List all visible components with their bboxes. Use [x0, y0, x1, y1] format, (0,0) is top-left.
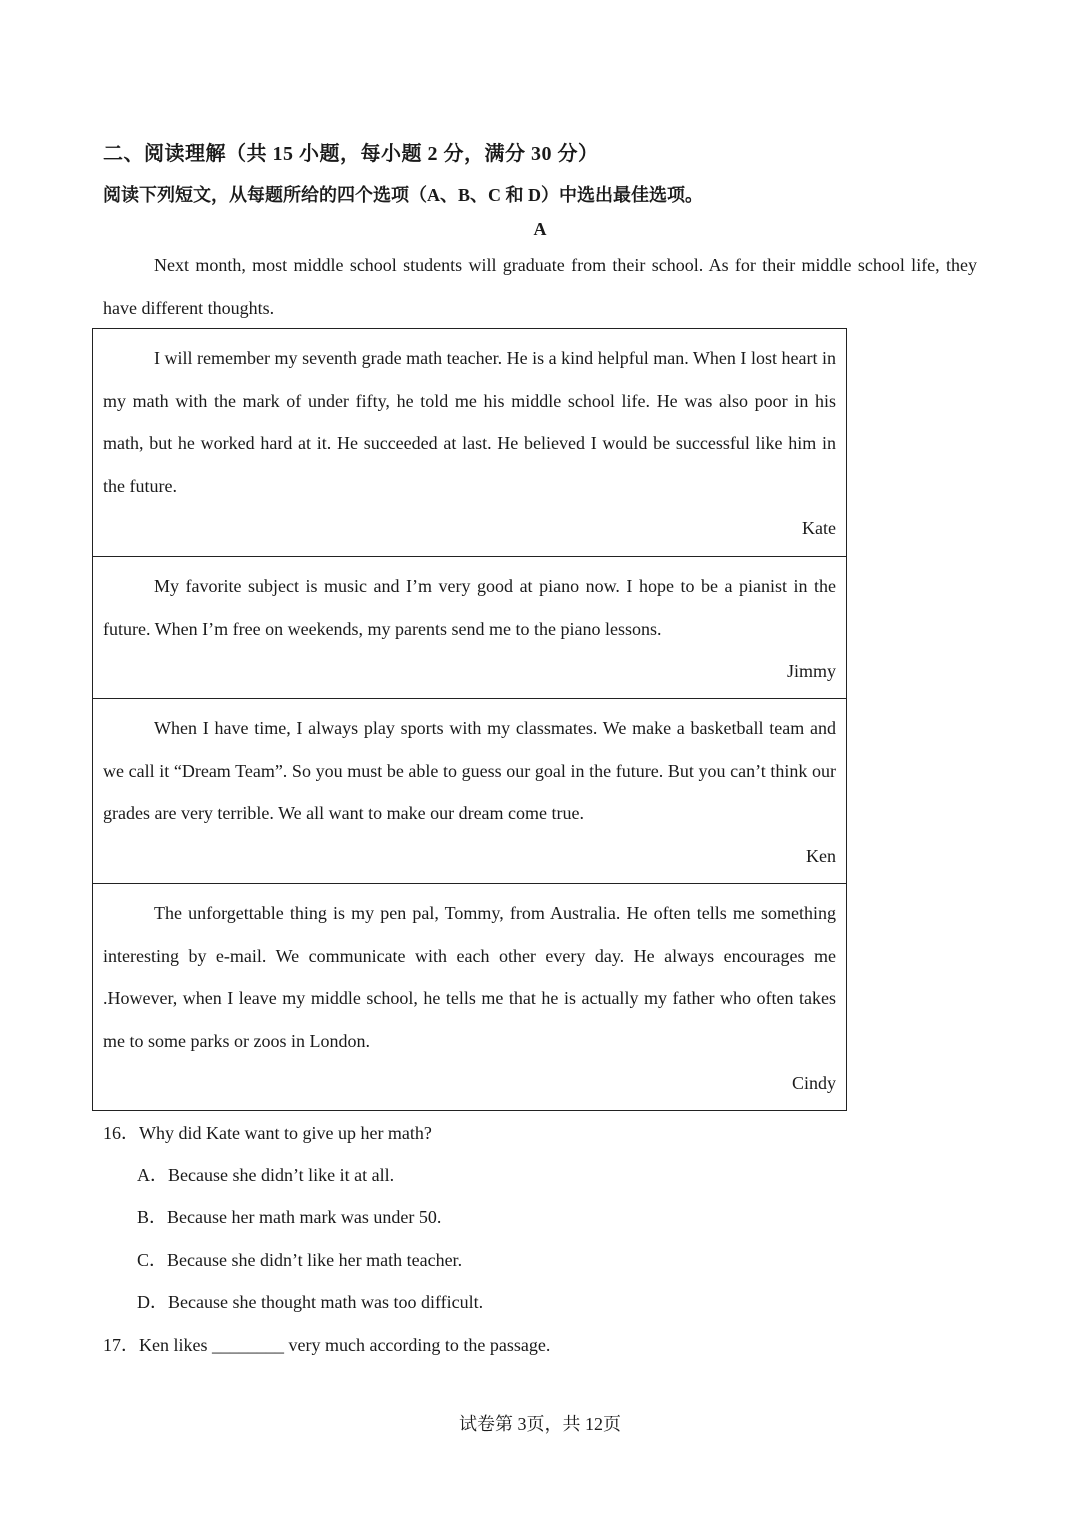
- passage-box-author: Kate: [802, 518, 836, 538]
- passage-box-jimmy: [93, 557, 846, 699]
- question-17-stem: 17．Ken likes ________ very much according to the passage.: [103, 1335, 551, 1355]
- question-16-option-a: A．Because she didn’t like it at all.: [137, 1165, 395, 1185]
- question-16-stem: 16．Why did Kate want to give up her math?: [103, 1123, 432, 1143]
- passage-box-text: I will remember my seventh grade math teacher. He is a kind helpful man. When I lost heart in my math with the mark of under fifty, he told me his middle school life. He was also poor in his math, but he worked hard at it. He succeeded at last. He believed I would be successful like him in the future.: [103, 348, 836, 496]
- passage-box-text: When I have time, I always play sports with my classmates. We make a basketball team and we call it “Dream Team”. So you must be able to guess our goal in the future. But you can’t think our grades are very terrible. We all want to make our dream come true.: [103, 718, 836, 823]
- passage-box-text: My favorite subject is music and I’m very good at piano now. I hope to be a pianist in the future. When I’m free on weekends, my parents send me to the piano lessons.: [103, 576, 836, 639]
- section-title: 二、阅读理解（共 15 小题，每小题 2 分，满分 30 分）: [103, 143, 599, 165]
- question-16-option-b: B．Because her math mark was under 50.: [137, 1207, 442, 1227]
- passage-box-author: Ken: [806, 845, 836, 866]
- section-instructions: 阅读下列短文，从每题所给的四个选项（A、B、C 和 D）中选出最佳选项。: [103, 185, 703, 205]
- passage-box-kate: [93, 329, 846, 557]
- question-16-option-d: D．Because she thought math was too difficult.: [137, 1292, 484, 1312]
- passage-intro: Next month, most middle school students will graduate from their school. As for their middle school life, they have different thoughts.: [103, 255, 977, 318]
- passage-label: A: [533, 219, 547, 239]
- passage-box-cindy: [93, 884, 846, 1110]
- passage-box-author: Jimmy: [786, 661, 836, 681]
- passage-boxes: [92, 328, 847, 1111]
- page-footer: 试卷第 3页，共 12页: [459, 1414, 621, 1434]
- question-16-option-c: C．Because she didn’t like her math teacher.: [137, 1250, 463, 1270]
- passage-box-ken: [93, 699, 846, 884]
- passage-box-text: The unforgettable thing is my pen pal, Tommy, from Australia. He often tells me something interesting by e-mail. We communicate with each other every day. He always encourages me .However, when I leave my middle school, he tells me that he is actually my father who often takes me to some parks or zoos in London.: [103, 903, 836, 1051]
- passage-box-author: Cindy: [791, 1073, 836, 1093]
